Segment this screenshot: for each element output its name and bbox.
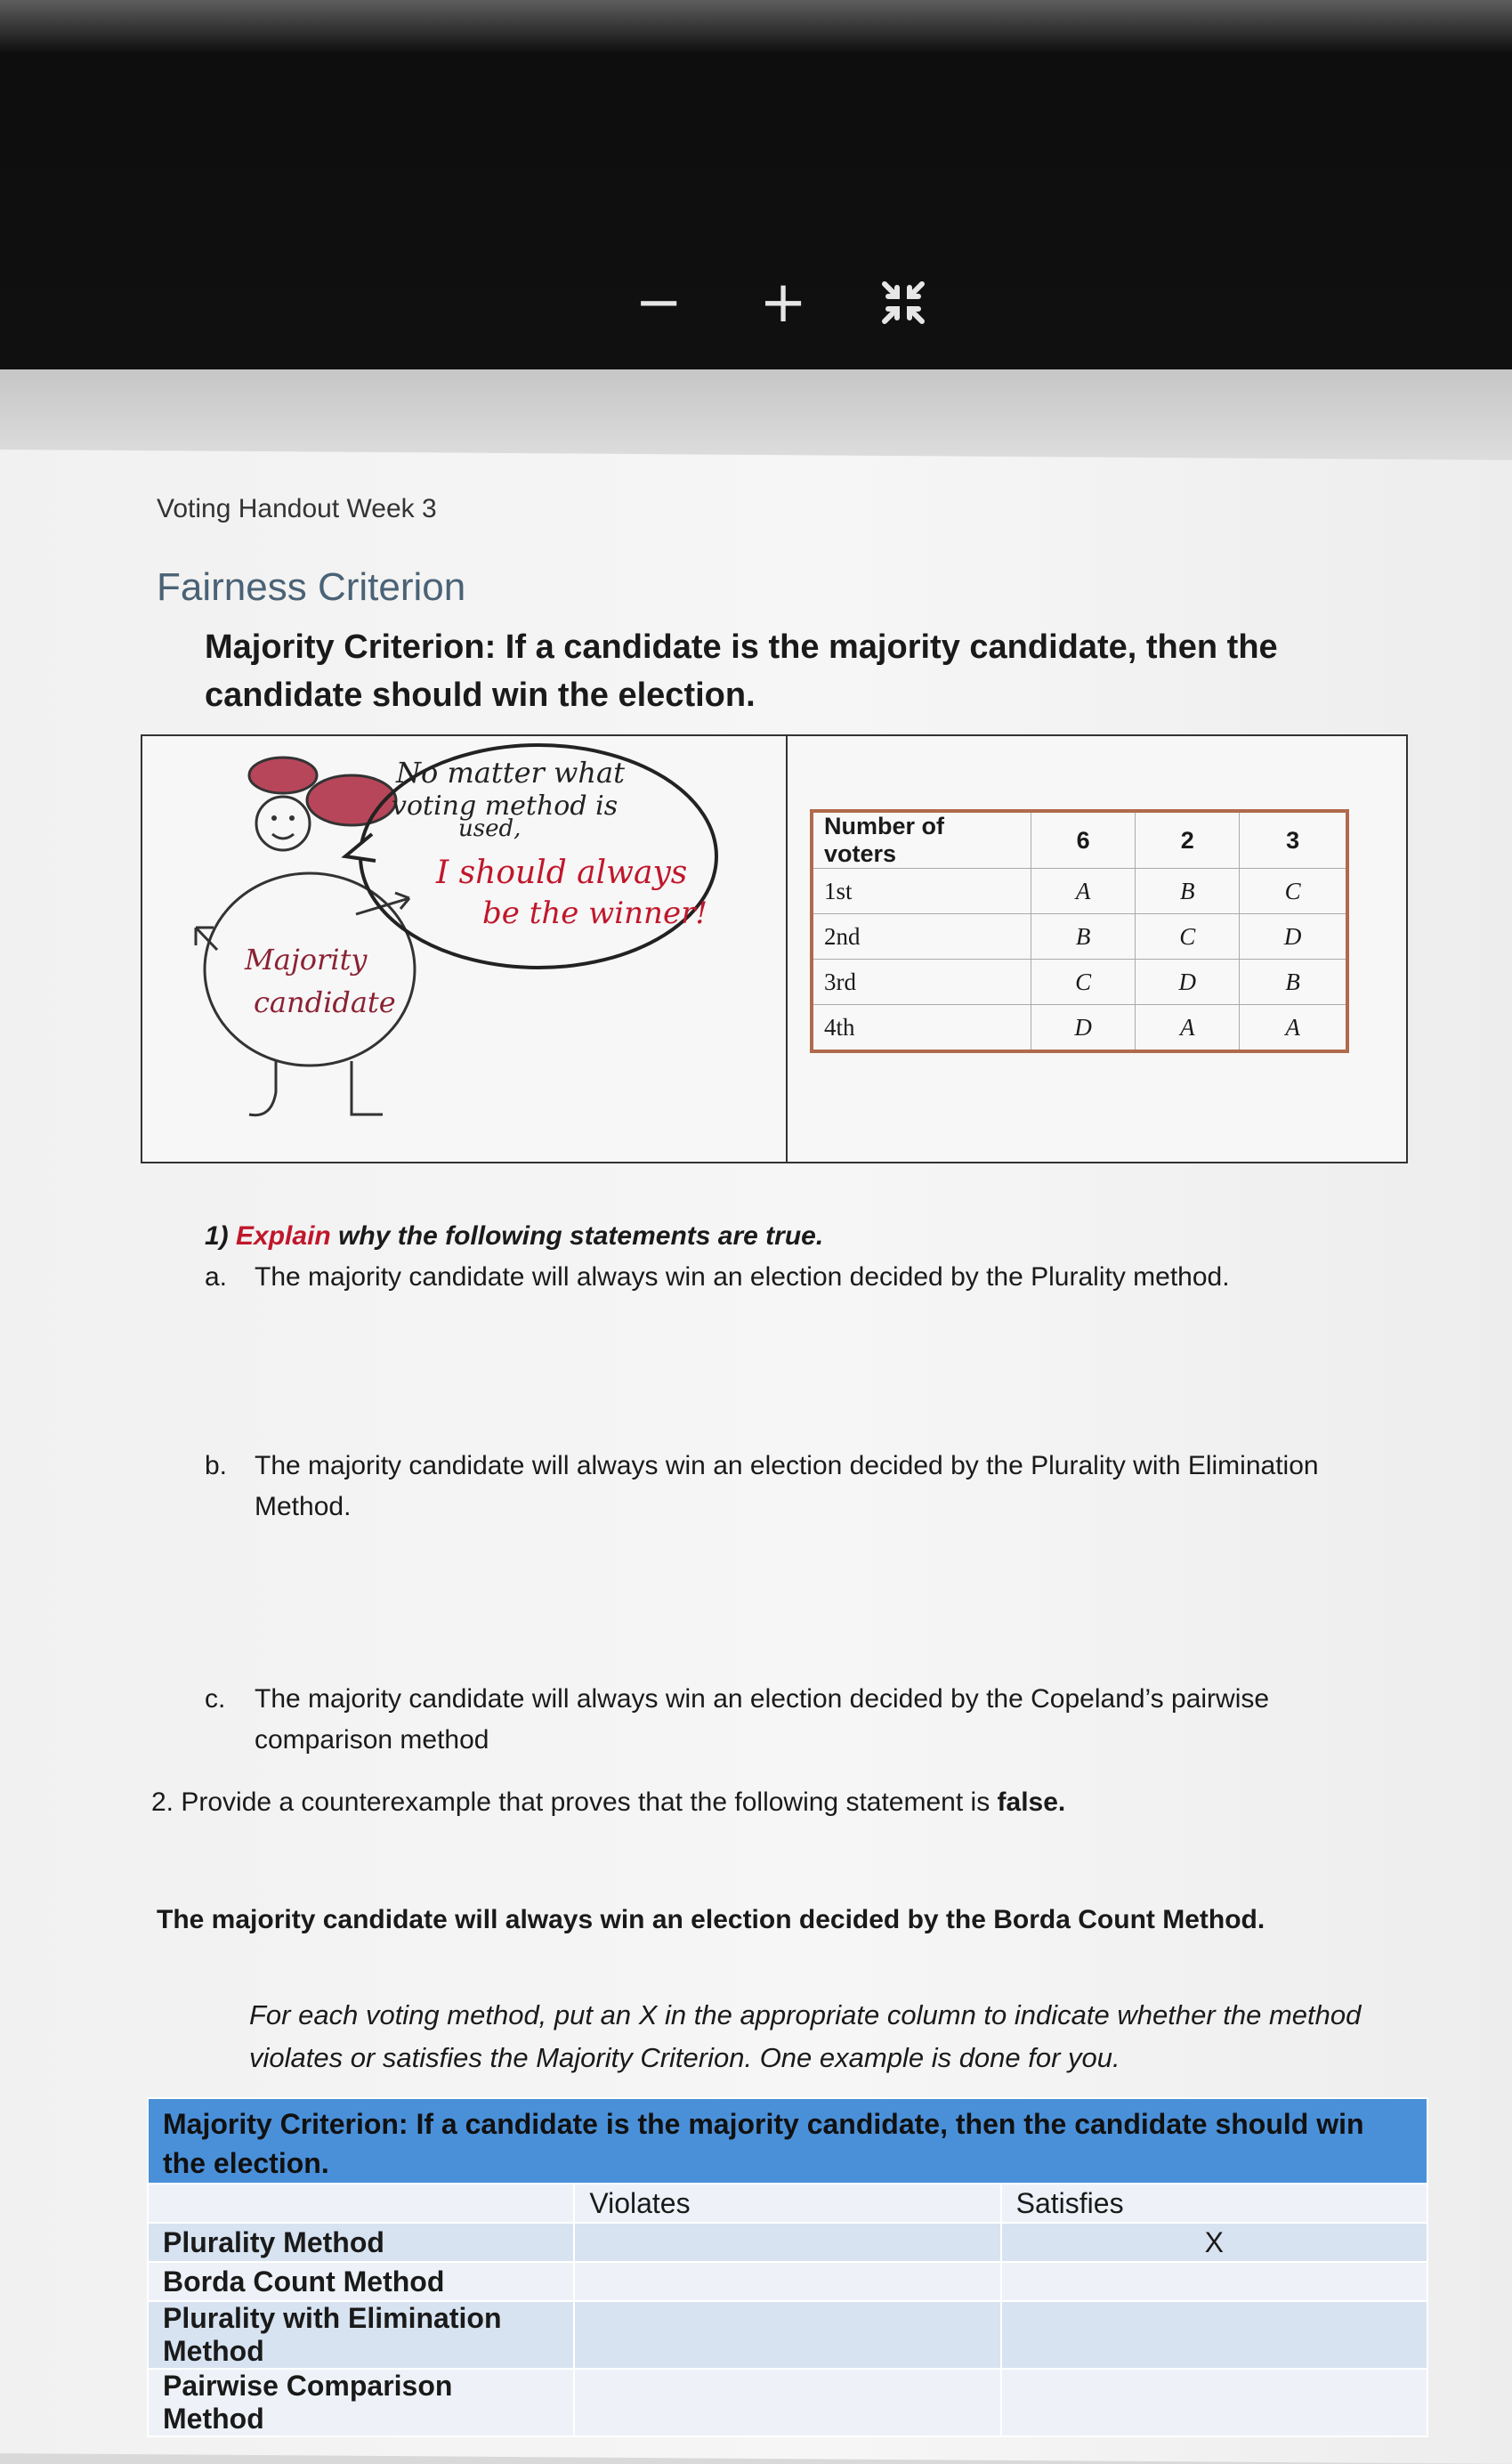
table-cell: D [1240, 914, 1347, 960]
question-1c-continued: comparison method [255, 1725, 489, 1755]
label-line-1: Majority [245, 943, 368, 977]
question-text: why the following statements are true. [338, 1221, 824, 1251]
document-header: Voting Handout Week 3 [157, 494, 437, 523]
majority-candidate-drawing [142, 736, 786, 1162]
table-cell: 2 [1136, 811, 1240, 869]
viewer-toolbar [0, 0, 1512, 405]
question-1b-continued: Method. [255, 1492, 352, 1521]
method-name: Plurality Method [148, 2223, 574, 2262]
table-row [812, 1005, 1347, 1052]
zoom-in-button[interactable]: + [759, 270, 807, 336]
satisfies-cell[interactable] [1001, 2301, 1427, 2369]
item-text: The majority candidate will always win an election decided by the Plurality with Elimination [255, 1451, 1319, 1480]
table-cell: 2nd [812, 914, 1031, 960]
satisfies-cell[interactable] [1001, 2262, 1427, 2301]
voter-preference-table [810, 809, 1349, 1053]
table-row [812, 869, 1347, 914]
question-text: 2. Provide a counterexample that proves that the following statement is [151, 1787, 990, 1817]
label-line-2: candidate [254, 985, 396, 1019]
table-cell: C [1031, 960, 1136, 1005]
speech-line-3: used, [458, 815, 522, 842]
question-keyword: false. [997, 1787, 1066, 1817]
table-cell: 6 [1031, 811, 1136, 869]
table-row [148, 2223, 1427, 2262]
table-row [148, 2301, 1427, 2369]
table-cell: 1st [812, 869, 1031, 914]
speech-red-line-2: be the winner! [482, 896, 707, 931]
question-1a [205, 1262, 1230, 1293]
item-text: The majority candidate will always win an election decided by the Plurality method. [255, 1262, 1230, 1292]
table-cell: C [1240, 869, 1347, 914]
table-cell: A [1240, 1005, 1347, 1052]
violates-header: Violates [574, 2184, 1000, 2223]
table-header-row [148, 2184, 1427, 2223]
table-row [812, 914, 1347, 960]
violates-cell[interactable] [574, 2262, 1000, 2301]
figure-divider [786, 736, 788, 1162]
table-cell: D [1136, 960, 1240, 1005]
question-number: 1) [205, 1221, 229, 1251]
violates-cell[interactable] [574, 2301, 1000, 2369]
table-cell: A [1136, 1005, 1240, 1052]
method-name: Pairwise Comparison Method [148, 2369, 574, 2436]
table-cell: 3 [1240, 811, 1347, 869]
item-label: b. [205, 1451, 228, 1480]
table-row [148, 2262, 1427, 2301]
fit-screen-icon[interactable] [872, 272, 934, 334]
speech-line-2: voting method is [392, 790, 619, 822]
table-cell: B [1240, 960, 1347, 1005]
question-1 [205, 1221, 823, 1252]
question-2 [151, 1787, 1065, 1818]
table-cell: 4th [812, 1005, 1031, 1052]
head-shape [256, 797, 310, 850]
violates-cell[interactable] [574, 2369, 1000, 2436]
speech-line-1: No matter what [396, 756, 625, 790]
speech-red-line-1: I should always [436, 855, 688, 891]
question-2-statement: The majority candidate will always win an election decided by the Borda Count Method. [157, 1905, 1265, 1934]
method-name: Borda Count Method [148, 2262, 574, 2301]
satisfies-cell[interactable]: X [1001, 2223, 1427, 2262]
question-1b [205, 1451, 1319, 1481]
method-name: Plurality with Elimination Method [148, 2301, 574, 2369]
table-cell: B [1031, 914, 1136, 960]
figure-box [141, 734, 1408, 1163]
violates-cell[interactable] [574, 2223, 1000, 2262]
section-title: Fairness Criterion [157, 565, 466, 609]
item-label: a. [205, 1262, 228, 1292]
table-cell: A [1031, 869, 1136, 914]
table-cell: D [1031, 1005, 1136, 1052]
collapse-arrows-icon [872, 272, 934, 334]
table-cell: Number of voters [812, 811, 1031, 869]
satisfies-header: Satisfies [1001, 2184, 1427, 2223]
criterion-statement: Majority Criterion: If a candidate is the majority candidate, then the candidate should win the election. [205, 628, 1278, 714]
majority-criterion-table [147, 2097, 1428, 2437]
zoom-out-button[interactable]: − [635, 270, 683, 336]
table-instructions: For each voting method, put an X in the appropriate column to indicate whether the method violates or satisfies the Majority Criterion. One example is done for you. [249, 1999, 1362, 2073]
table-cell: B [1136, 869, 1240, 914]
table-title: Majority Criterion: If a candidate is the majority candidate, then the candidate should win the election. [148, 2098, 1427, 2184]
satisfies-cell[interactable] [1001, 2369, 1427, 2436]
table-row [812, 960, 1347, 1005]
table-header-row [812, 811, 1347, 869]
item-label: c. [205, 1684, 226, 1714]
table-cell: 3rd [812, 960, 1031, 1005]
question-1c [205, 1684, 1269, 1714]
table-row [148, 2369, 1427, 2436]
item-text: The majority candidate will always win an election decided by the Copeland’s pairwise [255, 1684, 1270, 1714]
question-keyword: Explain [236, 1221, 331, 1251]
hair-bun-shape [249, 758, 317, 793]
table-cell: C [1136, 914, 1240, 960]
